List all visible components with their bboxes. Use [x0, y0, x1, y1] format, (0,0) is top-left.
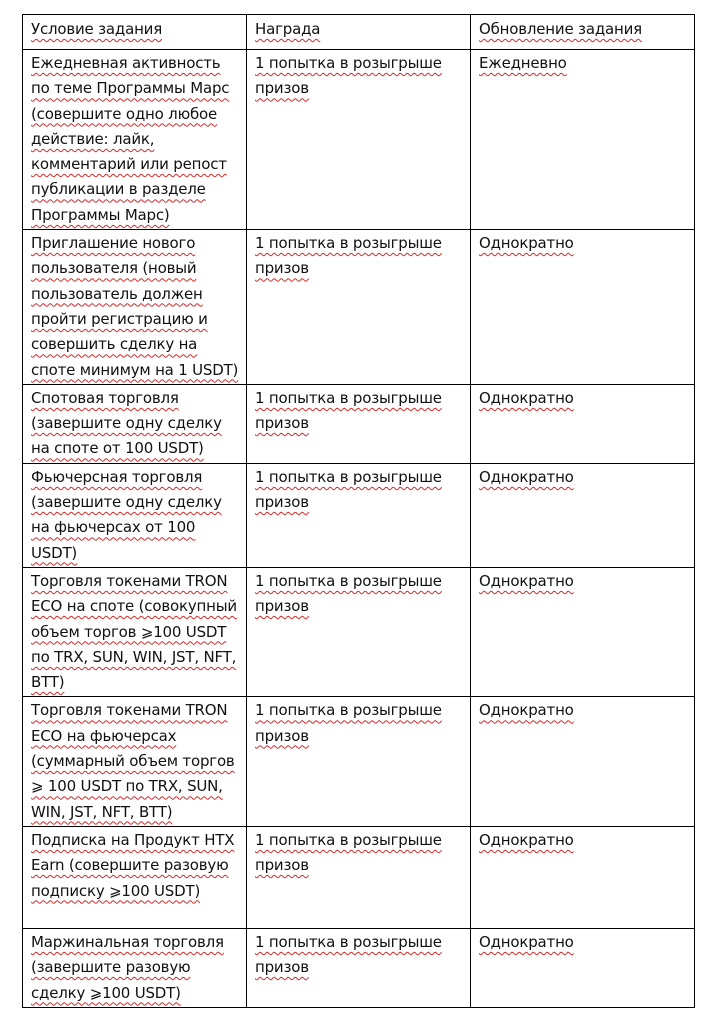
cell-reward: 1 попытка в розыгрыше призов: [247, 567, 471, 696]
table-row: [23, 826, 695, 928]
cell-reward: 1 попытка в розыгрыше призов: [247, 463, 471, 567]
cell-update: Однократно: [471, 697, 695, 826]
cell-update: Однократно: [471, 463, 695, 567]
header-condition: Условие задания: [23, 15, 247, 50]
cell-update: Однократно: [471, 826, 695, 928]
table-row: [23, 50, 695, 230]
cell-update: Однократно: [471, 567, 695, 696]
cell-reward: 1 попытка в розыгрыше призов: [247, 384, 471, 463]
cell-condition: Приглашение нового пользователя (новый пользователь должен пройти регистрацию и совершить сделку на споте минимум на 1 USDT): [23, 230, 247, 385]
cell-reward: 1 попытка в розыгрыше призов: [247, 928, 471, 1007]
table-row: [23, 230, 695, 385]
table-row: [23, 928, 695, 1007]
cell-condition: Ежедневная активность по теме Программы Марс (совершите одно любое действие: лайк, комментарий или репост публикации в разделе Программы Марс): [23, 50, 247, 230]
cell-condition: Торговля токенами TRON ECO на споте (совокупный объем торгов ⩾100 USDT по TRX, SUN, WIN, JST, NFT, BTT): [23, 567, 247, 696]
cell-condition: Подписка на Продукт HTX Earn (совершите разовую подписку ⩾100 USDT): [23, 826, 247, 928]
cell-update: Ежедневно: [471, 50, 695, 230]
cell-update: Однократно: [471, 384, 695, 463]
table-header-row: [23, 15, 695, 50]
cell-condition: Маржинальная торговля (завершите разовую сделку ⩾100 USDT): [23, 928, 247, 1007]
cell-condition: Фьючерсная торговля (завершите одну сделку на фьючерсах от 100 USDT): [23, 463, 247, 567]
table-row: [23, 384, 695, 463]
tasks-table: [22, 14, 695, 1008]
header-update: Обновление задания: [471, 15, 695, 50]
cell-update: Однократно: [471, 928, 695, 1007]
cell-reward: 1 попытка в розыгрыше призов: [247, 697, 471, 826]
cell-update: Однократно: [471, 230, 695, 385]
cell-condition: Спотовая торговля (завершите одну сделку на споте от 100 USDT): [23, 384, 247, 463]
table-row: [23, 567, 695, 696]
cell-reward: 1 попытка в розыгрыше призов: [247, 230, 471, 385]
table-row: [23, 463, 695, 567]
header-reward: Награда: [247, 15, 471, 50]
table-row: [23, 697, 695, 826]
cell-reward: 1 попытка в розыгрыше призов: [247, 826, 471, 928]
cell-condition: Торговля токенами TRON ECO на фьючерсах (суммарный объем торгов ⩾ 100 USDT по TRX, SUN, WIN, JST, NFT, BTT): [23, 697, 247, 826]
cell-reward: 1 попытка в розыгрыше призов: [247, 50, 471, 230]
